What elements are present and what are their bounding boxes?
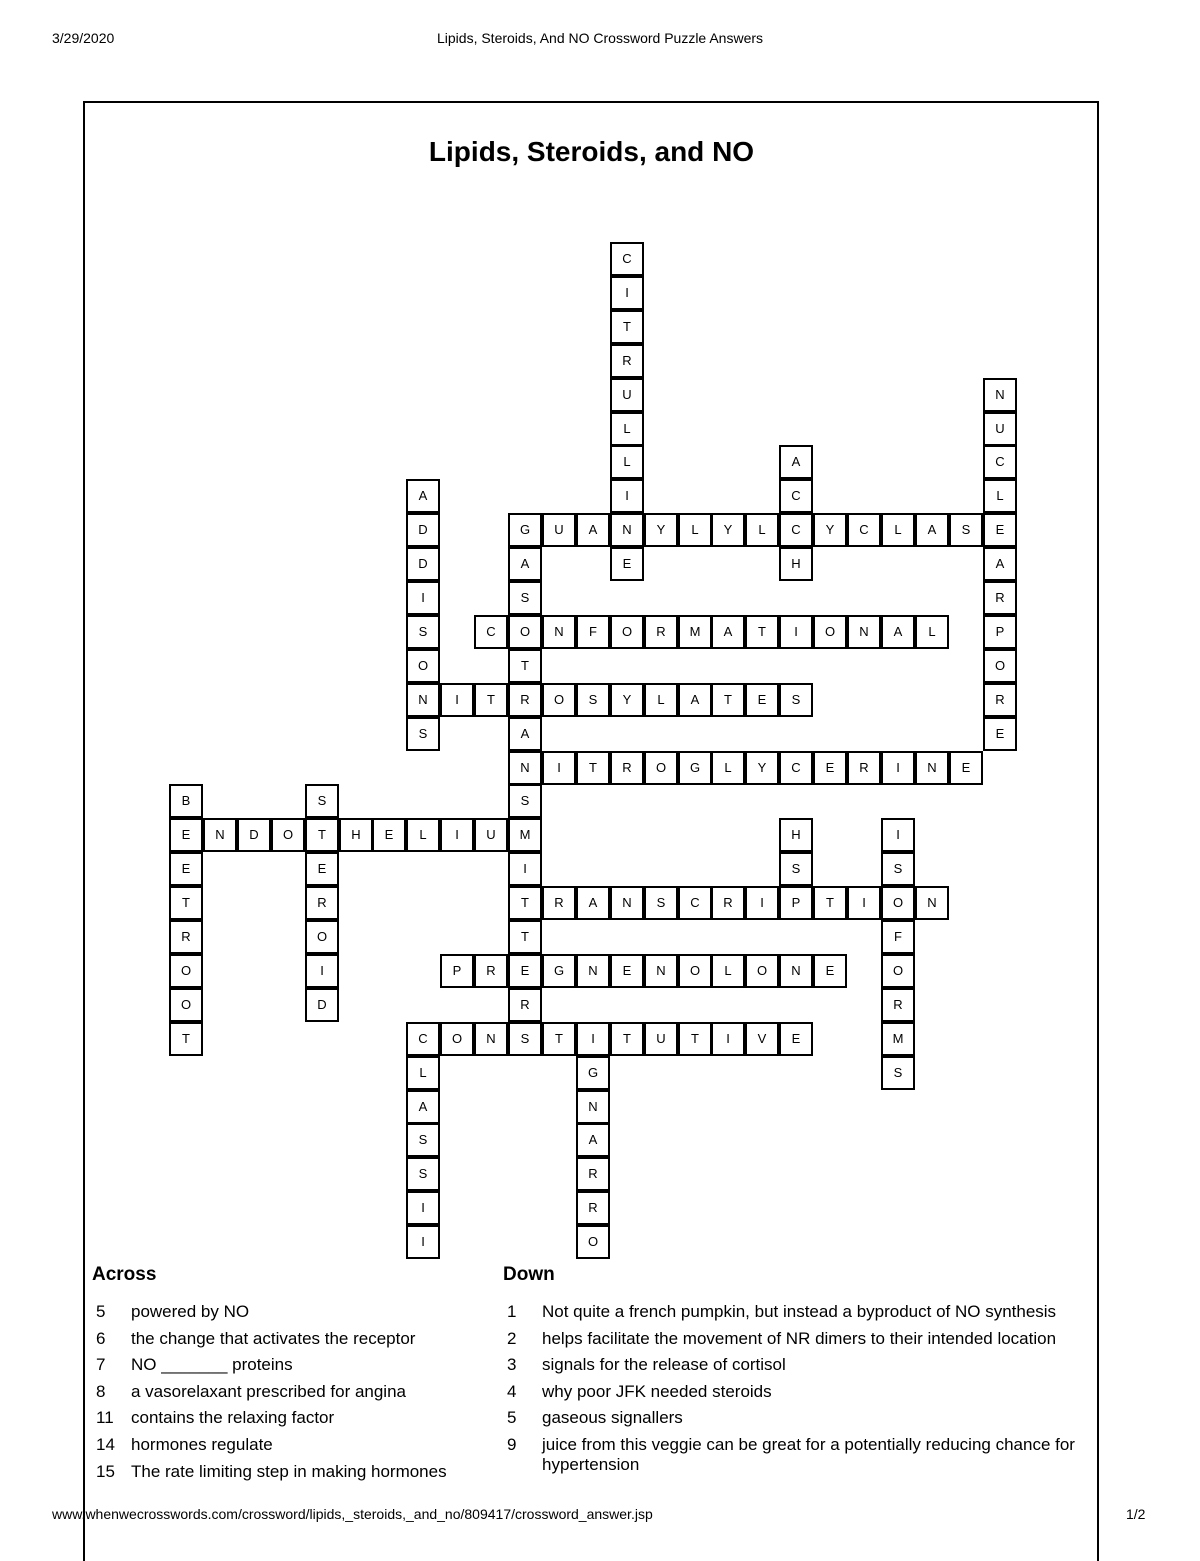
grid-cell: A <box>678 683 712 717</box>
grid-cell: N <box>915 751 949 785</box>
clue-text: hormones regulate <box>131 1434 273 1454</box>
clue-number: 3 <box>507 1355 517 1375</box>
grid-cell: N <box>610 513 644 547</box>
grid-cell: U <box>644 1022 678 1056</box>
grid-cell: N <box>915 886 949 920</box>
grid-cell: Y <box>610 683 644 717</box>
grid-cell: B <box>169 784 203 818</box>
clue-number: 2 <box>507 1328 517 1348</box>
grid-cell: D <box>305 988 339 1022</box>
clue-text: a vasorelaxant prescribed for angina <box>131 1381 406 1401</box>
clue-text: the change that activates the receptor <box>131 1328 416 1348</box>
grid-cell: S <box>881 1056 915 1090</box>
clue-number: 14 <box>96 1434 115 1454</box>
grid-cell: O <box>440 1022 474 1056</box>
grid-cell: L <box>406 1056 440 1090</box>
grid-cell: I <box>576 1022 610 1056</box>
grid-cell: E <box>169 852 203 886</box>
across-clue-list <box>96 1302 486 1488</box>
grid-cell: R <box>305 886 339 920</box>
grid-cell: L <box>610 412 644 446</box>
grid-cell: E <box>169 818 203 852</box>
grid-cell: I <box>779 615 813 649</box>
clue-number: 11 <box>96 1408 114 1428</box>
grid-cell: R <box>576 1191 610 1225</box>
grid-cell: E <box>745 683 779 717</box>
grid-cell: O <box>644 751 678 785</box>
grid-cell: T <box>610 310 644 344</box>
grid-cell: S <box>406 1123 440 1157</box>
grid-cell: S <box>881 852 915 886</box>
clue-text: Not quite a french pumpkin, but instead a byproduct of NO synthesis <box>542 1302 1057 1321</box>
grid-cell: A <box>915 513 949 547</box>
grid-cell: S <box>508 784 542 818</box>
grid-cell: C <box>847 513 881 547</box>
clue-text: helps facilitate the movement of NR dimers to their intended location <box>542 1328 1057 1348</box>
grid-cell: A <box>406 479 440 513</box>
grid-cell: C <box>678 886 712 920</box>
grid-cell: O <box>169 988 203 1022</box>
grid-cell: E <box>372 818 406 852</box>
clue-text: gaseous signallers <box>542 1408 683 1428</box>
grid-cell: R <box>610 751 644 785</box>
page-url: www.whenwecrosswords.com/crossword/lipids,_steroids,_and_no/809417/crossword_answer.jsp <box>52 1506 653 1522</box>
clue-item <box>96 1355 486 1375</box>
grid-cell: R <box>542 886 576 920</box>
grid-cell: I <box>542 751 576 785</box>
grid-cell: V <box>745 1022 779 1056</box>
grid-cell: O <box>881 886 915 920</box>
grid-cell: I <box>745 886 779 920</box>
grid-cell: R <box>983 581 1017 615</box>
grid-cell: L <box>915 615 949 649</box>
grid-cell: H <box>779 547 813 581</box>
grid-cell: T <box>169 1022 203 1056</box>
grid-cell: G <box>542 954 576 988</box>
grid-cell: P <box>779 886 813 920</box>
grid-cell: I <box>406 581 440 615</box>
clue-number: 5 <box>507 1408 517 1428</box>
grid-cell: A <box>576 513 610 547</box>
grid-cell: Y <box>711 513 745 547</box>
grid-cell: L <box>610 445 644 479</box>
grid-cell: E <box>610 547 644 581</box>
grid-cell: C <box>779 513 813 547</box>
grid-cell: T <box>508 649 542 683</box>
grid-cell: T <box>610 1022 644 1056</box>
grid-cell: R <box>610 344 644 378</box>
grid-cell: L <box>678 513 712 547</box>
grid-cell: T <box>542 1022 576 1056</box>
grid-cell: O <box>678 954 712 988</box>
down-clue-list <box>507 1302 1087 1482</box>
grid-cell: R <box>169 920 203 954</box>
grid-cell: L <box>711 954 745 988</box>
grid-cell: E <box>983 513 1017 547</box>
grid-cell: F <box>576 615 610 649</box>
clue-item <box>96 1408 486 1428</box>
grid-cell: A <box>508 717 542 751</box>
clue-text: The rate limiting step in making hormones <box>131 1461 447 1481</box>
grid-cell: N <box>576 1090 610 1124</box>
grid-cell: N <box>644 954 678 988</box>
grid-cell: C <box>779 751 813 785</box>
clue-item <box>96 1302 486 1322</box>
grid-cell: E <box>813 751 847 785</box>
grid-cell: T <box>474 683 508 717</box>
clue-item <box>96 1382 486 1402</box>
grid-cell: I <box>440 683 474 717</box>
grid-cell: E <box>508 954 542 988</box>
grid-cell: A <box>711 615 745 649</box>
page-number: 1/2 <box>1126 1506 1146 1522</box>
grid-cell: O <box>305 920 339 954</box>
grid-cell: E <box>813 954 847 988</box>
grid-cell: N <box>508 751 542 785</box>
grid-cell: R <box>644 615 678 649</box>
grid-cell: C <box>406 1022 440 1056</box>
grid-cell: T <box>711 683 745 717</box>
grid-cell: Y <box>644 513 678 547</box>
grid-cell: C <box>779 479 813 513</box>
grid-cell: N <box>542 615 576 649</box>
print-header-title: Lipids, Steroids, And NO Crossword Puzzle Answers <box>436 30 764 46</box>
grid-cell: N <box>576 954 610 988</box>
grid-cell: N <box>847 615 881 649</box>
grid-cell: U <box>542 513 576 547</box>
grid-cell: P <box>440 954 474 988</box>
grid-cell: D <box>406 513 440 547</box>
clue-item <box>507 1355 1087 1375</box>
grid-cell: U <box>610 378 644 412</box>
grid-cell: L <box>983 479 1017 513</box>
grid-cell: I <box>610 276 644 310</box>
clue-number: 1 <box>507 1302 517 1321</box>
clue-item <box>507 1435 1087 1475</box>
grid-cell: N <box>203 818 237 852</box>
grid-cell: S <box>305 784 339 818</box>
grid-cell: U <box>983 412 1017 446</box>
grid-cell: T <box>678 1022 712 1056</box>
grid-cell: S <box>508 1022 542 1056</box>
puzzle-title: Lipids, Steroids, and NO <box>428 136 755 167</box>
grid-cell: I <box>881 818 915 852</box>
grid-cell: I <box>610 479 644 513</box>
grid-cell: H <box>339 818 373 852</box>
grid-cell: I <box>440 818 474 852</box>
clue-item <box>507 1329 1087 1349</box>
grid-cell: O <box>983 649 1017 683</box>
clue-item <box>96 1462 486 1482</box>
print-date: 3/29/2020 <box>52 30 115 46</box>
grid-cell: A <box>508 547 542 581</box>
grid-cell: C <box>474 615 508 649</box>
clue-text: juice from this veggie can be great for a potentially reducing chance for hypertension <box>542 1434 1075 1474</box>
clue-item <box>96 1435 486 1455</box>
grid-cell: A <box>576 1123 610 1157</box>
grid-cell: I <box>881 751 915 785</box>
clue-number: 5 <box>96 1302 106 1321</box>
grid-cell: O <box>508 615 542 649</box>
grid-cell: S <box>779 683 813 717</box>
grid-cell: F <box>881 920 915 954</box>
grid-cell: T <box>745 615 779 649</box>
clue-text: signals for the release of cortisol <box>542 1355 786 1375</box>
grid-cell: N <box>983 378 1017 412</box>
grid-cell: T <box>169 886 203 920</box>
grid-cell: O <box>271 818 305 852</box>
grid-cell: O <box>610 615 644 649</box>
grid-cell: I <box>508 852 542 886</box>
grid-cell: R <box>474 954 508 988</box>
grid-cell: R <box>508 988 542 1022</box>
clue-number: 9 <box>507 1434 517 1454</box>
grid-cell: A <box>983 547 1017 581</box>
grid-cell: T <box>508 920 542 954</box>
grid-cell: O <box>576 1225 610 1259</box>
grid-cell: A <box>406 1090 440 1124</box>
grid-cell: Y <box>813 513 847 547</box>
grid-cell: T <box>305 818 339 852</box>
grid-cell: N <box>610 886 644 920</box>
grid-cell: N <box>474 1022 508 1056</box>
grid-cell: L <box>644 683 678 717</box>
grid-cell: E <box>610 954 644 988</box>
clue-item <box>507 1302 1087 1322</box>
grid-cell: D <box>406 547 440 581</box>
grid-cell: L <box>745 513 779 547</box>
grid-cell: R <box>881 988 915 1022</box>
clue-text: powered by NO <box>131 1302 250 1321</box>
clue-number: 7 <box>96 1355 106 1375</box>
grid-cell: G <box>576 1056 610 1090</box>
grid-cell: I <box>406 1191 440 1225</box>
grid-cell: L <box>406 818 440 852</box>
grid-cell: E <box>949 751 983 785</box>
grid-cell: T <box>576 751 610 785</box>
grid-cell: O <box>169 954 203 988</box>
grid-cell: R <box>847 751 881 785</box>
clue-number: 15 <box>96 1461 115 1481</box>
grid-cell: I <box>305 954 339 988</box>
down-heading: Down <box>503 1264 555 1285</box>
grid-cell: U <box>474 818 508 852</box>
clue-text: contains the relaxing factor <box>131 1408 335 1428</box>
grid-cell: M <box>881 1022 915 1056</box>
clue-item <box>96 1329 486 1349</box>
grid-cell: G <box>508 513 542 547</box>
clue-number: 4 <box>507 1381 517 1401</box>
grid-cell: R <box>983 683 1017 717</box>
across-heading: Across <box>92 1264 157 1285</box>
grid-cell: E <box>779 1022 813 1056</box>
grid-cell: S <box>576 683 610 717</box>
grid-cell: O <box>813 615 847 649</box>
grid-cell: R <box>576 1157 610 1191</box>
grid-cell: L <box>881 513 915 547</box>
grid-cell: I <box>406 1225 440 1259</box>
grid-cell: R <box>711 886 745 920</box>
grid-cell: E <box>983 717 1017 751</box>
grid-cell: I <box>847 886 881 920</box>
grid-cell: D <box>237 818 271 852</box>
grid-cell: L <box>711 751 745 785</box>
grid-cell: H <box>779 818 813 852</box>
grid-cell: G <box>678 751 712 785</box>
grid-cell: S <box>406 615 440 649</box>
grid-cell: O <box>745 954 779 988</box>
grid-cell: I <box>711 1022 745 1056</box>
grid-cell: N <box>779 954 813 988</box>
grid-cell: O <box>881 954 915 988</box>
grid-cell: A <box>779 445 813 479</box>
grid-cell: E <box>305 852 339 886</box>
clue-text: NO _______ proteins <box>131 1355 293 1375</box>
grid-cell: S <box>949 513 983 547</box>
grid-cell: O <box>542 683 576 717</box>
grid-cell: S <box>406 717 440 751</box>
grid-cell: T <box>813 886 847 920</box>
grid-cell: S <box>406 1157 440 1191</box>
clue-item <box>507 1408 1087 1428</box>
grid-cell: R <box>508 683 542 717</box>
grid-cell: T <box>508 886 542 920</box>
grid-cell: S <box>779 852 813 886</box>
grid-cell: P <box>983 615 1017 649</box>
grid-cell: M <box>508 818 542 852</box>
grid-cell: O <box>406 649 440 683</box>
clue-number: 6 <box>96 1328 106 1348</box>
grid-cell: Y <box>745 751 779 785</box>
grid-cell: M <box>678 615 712 649</box>
grid-cell: C <box>610 242 644 276</box>
grid-cell: S <box>508 581 542 615</box>
grid-cell: A <box>881 615 915 649</box>
grid-cell: A <box>576 886 610 920</box>
clue-number: 8 <box>96 1381 106 1401</box>
grid-cell: C <box>983 445 1017 479</box>
clue-text: why poor JFK needed steroids <box>542 1381 772 1401</box>
grid-cell: S <box>644 886 678 920</box>
clue-item <box>507 1382 1087 1402</box>
grid-cell: N <box>406 683 440 717</box>
